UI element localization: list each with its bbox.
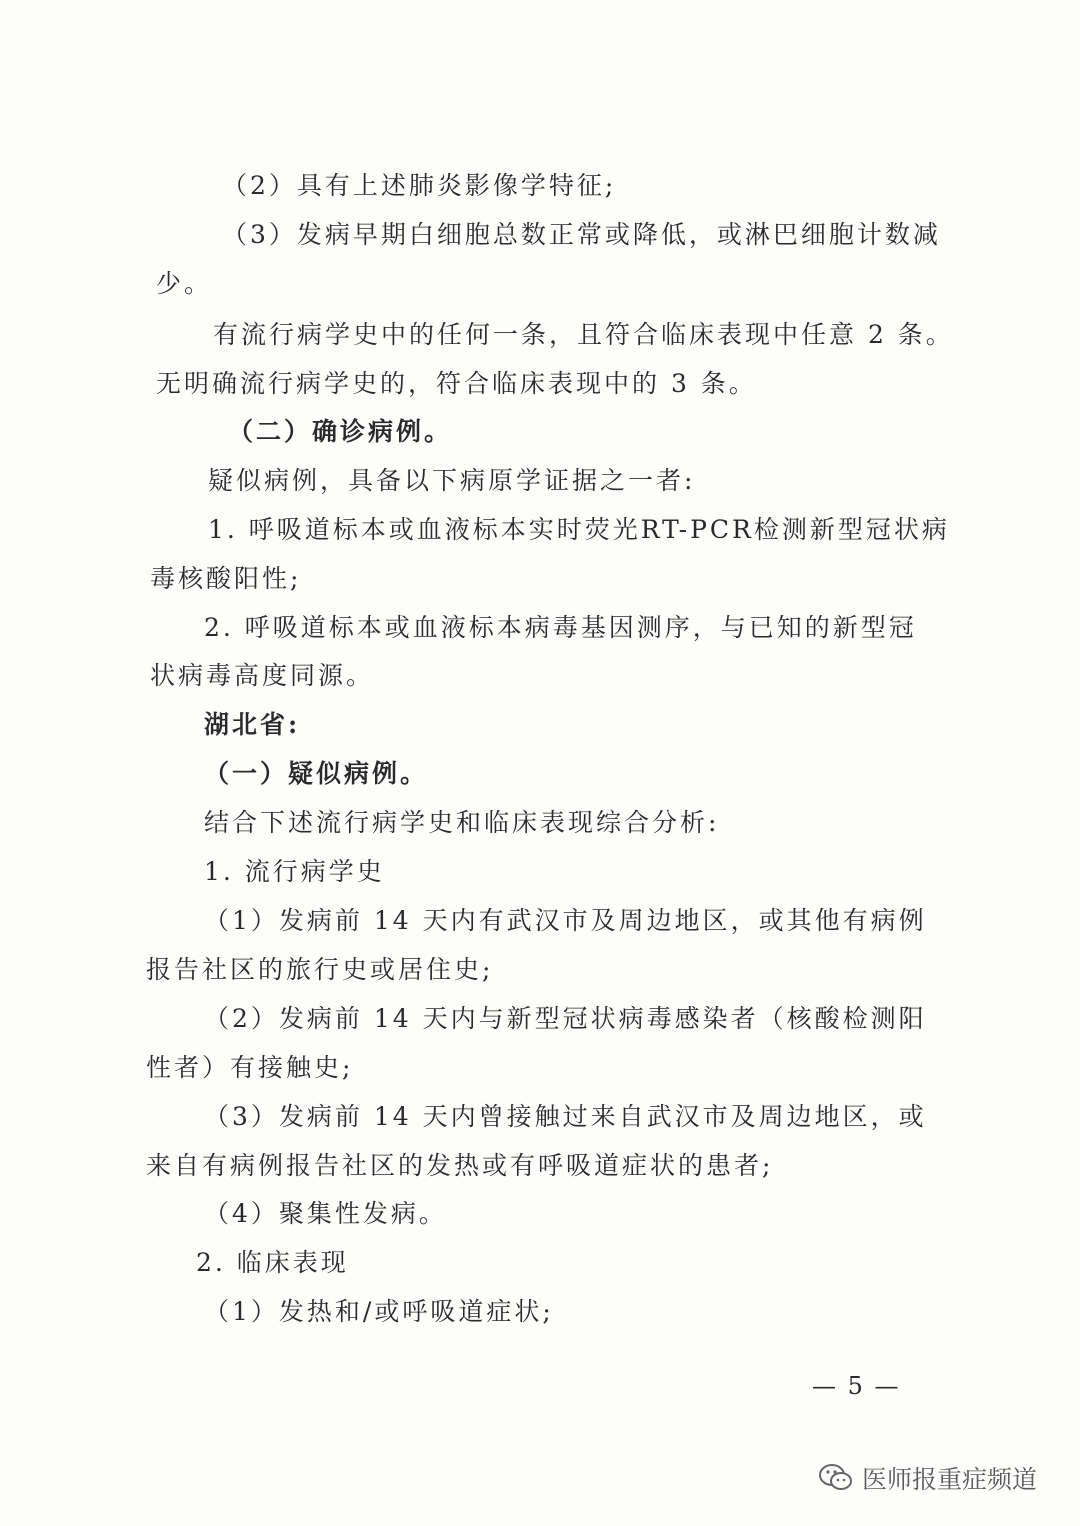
text-line: 报告社区的旅行史或居住史; xyxy=(146,955,494,984)
text-line: 少。 xyxy=(156,269,213,298)
text-line: 状病毒高度同源。 xyxy=(150,661,375,690)
text-line: 性者）有接触史; xyxy=(146,1053,354,1082)
page-number: — 5 — xyxy=(812,1372,901,1400)
text-line: （3）发病前 14 天内曾接触过来自武汉市及周边地区，或 xyxy=(204,1102,927,1131)
text-line: 无明确流行病学史的，符合临床表现中的 3 条。 xyxy=(156,369,757,398)
watermark xyxy=(818,1460,1037,1496)
text-line: 结合下述流行病学史和临床表现综合分析: xyxy=(204,808,720,837)
text-line: 毒核酸阳性; xyxy=(150,564,302,593)
text-line: （2）发病前 14 天内与新型冠状病毒感染者（核酸检测阳 xyxy=(204,1004,927,1033)
text-line: 1. 流行病学史 xyxy=(204,857,385,886)
text-line: 2. 临床表现 xyxy=(196,1248,349,1277)
text-line: （1）发病前 14 天内有武汉市及周边地区，或其他有病例 xyxy=(204,906,927,935)
wechat-icon xyxy=(818,1462,854,1494)
watermark-text: 医师报重症频道 xyxy=(862,1465,1038,1494)
text-line: 疑似病例，具备以下病原学证据之一者: xyxy=(208,466,696,495)
section-heading: （二）确诊病例。 xyxy=(228,417,453,446)
text-line: （3）发病早期白细胞总数正常或降低，或淋巴细胞计数减 xyxy=(222,220,941,249)
text-line: 2. 呼吸道标本或血液标本病毒基因测序，与已知的新型冠 xyxy=(204,613,917,642)
text-line: （1）发热和/或呼吸道症状; xyxy=(204,1297,554,1326)
text-line: 1. 呼吸道标本或血液标本实时荧光RT-PCR检测新型冠状病 xyxy=(208,515,950,544)
text-line: 有流行病学史中的任何一条，且符合临床表现中任意 2 条。 xyxy=(213,320,954,349)
text-line: （2）具有上述肺炎影像学特征; xyxy=(222,171,617,200)
section-heading: （一）疑似病例。 xyxy=(204,759,429,788)
text-line: （4）聚集性发病。 xyxy=(204,1199,447,1228)
text-line: 来自有病例报告社区的发热或有呼吸道症状的患者; xyxy=(146,1151,774,1180)
province-heading: 湖北省: xyxy=(204,710,301,739)
